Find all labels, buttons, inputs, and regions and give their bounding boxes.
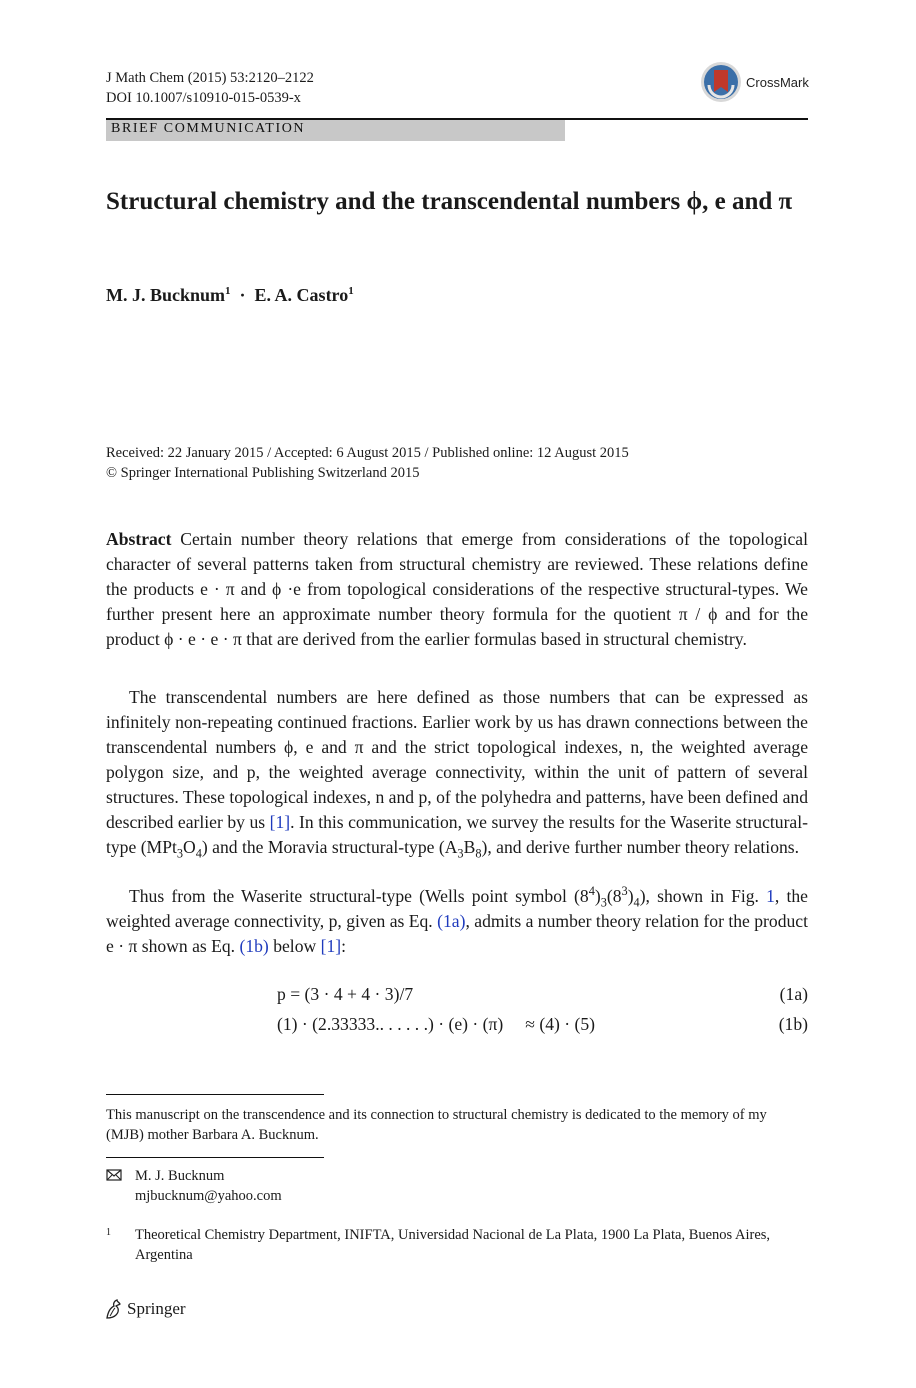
text-run: )	[594, 886, 601, 906]
citation-link[interactable]: [1]	[269, 812, 291, 832]
equation-expression: (1) · (2.33333.. . . . . .) · (e) · (π) ≈ (4) · (5)	[277, 1014, 596, 1034]
author-affil-mark: 1	[348, 285, 354, 297]
paper-title: Structural chemistry and the transcendental numbers ϕ, e and π	[106, 188, 793, 215]
body-paragraph	[106, 685, 808, 860]
superscript: 4	[588, 884, 595, 899]
crossmark-icon	[700, 61, 742, 103]
text-run: Thus from the Waserite structural-type (Wells point symbol (8	[129, 886, 589, 906]
text-run: below	[268, 936, 321, 956]
corresponding-author	[106, 1166, 282, 1206]
text-run: . In this communication, we survey the results for the Waserite structural-type (MPt	[106, 812, 808, 857]
abstract-text: Certain number theory relations that emerge from considerations of the topological character of several patterns taken from structural chemistry are reviewed. These relations define the products e · π and ϕ ·e from topological considerations of the respective structural-types. We further present here an approximate number theory formula for the quotient π / ϕ and for the product ϕ · e · e · π that are derived from the earlier formulas based in structural chemistry.	[106, 529, 808, 649]
publication-dates	[106, 443, 808, 483]
envelope-icon	[106, 1168, 122, 1182]
subscript: 3	[457, 846, 464, 861]
springer-horse-icon	[104, 1298, 124, 1320]
subscript: 3	[176, 846, 184, 861]
affiliation-text: Theoretical Chemistry Department, INIFTA, Universidad Nacional de La Plata, 1900 La Plata, Buenos Aires, Argentina	[135, 1227, 771, 1263]
text-run: (8	[606, 886, 622, 906]
equation-1a	[277, 982, 808, 1007]
section-bar	[106, 120, 565, 141]
crossmark-badge[interactable]	[700, 60, 812, 104]
text-run: ) and the Moravia structural-type (A	[201, 837, 458, 857]
author-list	[106, 283, 354, 307]
text-run: ), shown in Fig.	[639, 886, 767, 906]
text-run: )	[627, 886, 634, 906]
text-run: , admits a number theory relation for the product e · π shown as Eq.	[106, 911, 808, 956]
equation-1b	[277, 1012, 808, 1037]
author-separator: ·	[239, 285, 246, 305]
equation-number: (1a)	[779, 984, 808, 1004]
figure-link[interactable]: 1	[766, 886, 775, 906]
text-run: , the weighted average connectivity, p, given as Eq.	[106, 886, 808, 931]
abstract	[106, 527, 808, 652]
subscript: 4	[195, 846, 202, 861]
subscript: 8	[475, 846, 482, 861]
contact-name: M. J. Bucknum	[135, 1168, 225, 1184]
equation-link[interactable]: (1a)	[437, 911, 466, 931]
text-run: :	[341, 936, 346, 956]
contact-email[interactable]: mjbucknum@yahoo.com	[135, 1188, 282, 1204]
author-affil-mark: 1	[225, 285, 231, 297]
dates-line: Received: 22 January 2015 / Accepted: 6 August 2015 / Published online: 12 August 2015	[106, 445, 629, 461]
doi-line[interactable]: DOI 10.1007/s10910-015-0539-x	[106, 90, 301, 106]
superscript: 3	[621, 884, 628, 899]
equation-number: (1b)	[778, 1014, 808, 1034]
text-run: The transcendental numbers are here defined as those numbers that can be expressed as infinitely non-repeating continued fractions. Earlier work by us has drawn connections between the transcendental numbers ϕ, e and π and the strict topological indexes, n, the weighted average polygon size, and p, the weighted average connectivity, within the unit of pattern of several structures. These topological indexes, n and p, of the polyhedra and patterns, have been defined and described earlier by us	[106, 687, 808, 832]
dedication-footnote: This manuscript on the transcendence and its connection to structural chemistry is dedicated to the memory of my (MJB) mother Barbara A. Bucknum.	[106, 1107, 767, 1143]
text-run: B	[463, 837, 476, 857]
body-paragraph	[106, 884, 808, 959]
equation-expression: p = (3 · 4 + 4 · 3)/7	[277, 984, 414, 1004]
citation-link[interactable]: [1]	[320, 936, 342, 956]
affiliation-mark: 1	[106, 1227, 111, 1238]
publisher-name: Springer	[127, 1299, 186, 1318]
subscript: 3	[600, 895, 607, 910]
journal-line: J Math Chem (2015) 53:2120–2122	[106, 70, 314, 86]
text-run: ), and derive further number theory relations.	[481, 837, 800, 857]
crossmark-label: CrossMark	[746, 74, 809, 90]
abstract-label: Abstract	[106, 529, 172, 549]
footnote-divider	[106, 1094, 324, 1095]
publisher-logo	[104, 1298, 186, 1320]
journal-citation	[106, 68, 314, 108]
author-name[interactable]: E. A. Castro	[254, 285, 349, 305]
footnote-divider	[106, 1157, 324, 1158]
section-label: BRIEF COMMUNICATION	[111, 121, 306, 136]
affiliation	[106, 1225, 808, 1265]
author-name[interactable]: M. J. Bucknum	[106, 285, 226, 305]
copyright-line: © Springer International Publishing Switzerland 2015	[106, 465, 420, 481]
text-run: O	[183, 837, 196, 857]
equation-link[interactable]: (1b)	[239, 936, 269, 956]
subscript: 4	[633, 895, 640, 910]
